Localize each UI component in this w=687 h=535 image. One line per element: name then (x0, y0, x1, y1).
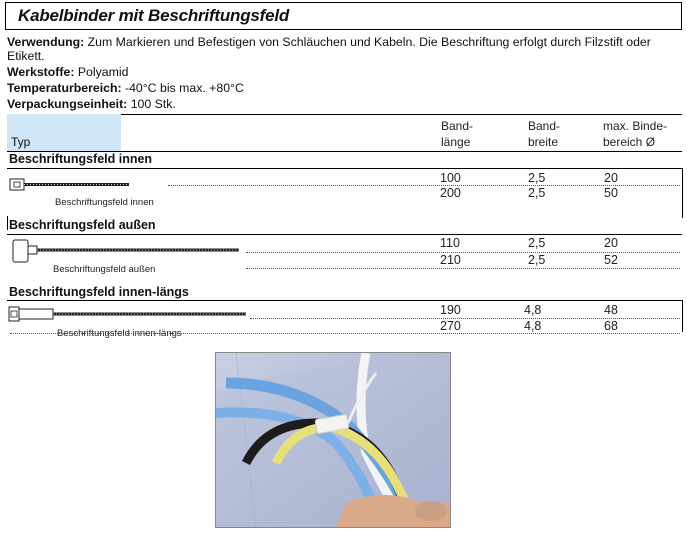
temperature-label: Temperaturbereich: (7, 81, 122, 95)
caption-innen-laengs: Beschriftungsfeld innen-längs (57, 328, 182, 339)
cell-range: 52 (604, 253, 618, 267)
section-rule-2 (7, 234, 682, 235)
table-bottom-leader (10, 333, 680, 334)
cell-width: 2,5 (528, 171, 546, 185)
length-header (441, 118, 473, 150)
material-text: Polyamid (74, 65, 129, 79)
cell-length: 200 (440, 186, 461, 200)
title-bar (5, 2, 682, 30)
cell-range: 20 (604, 236, 618, 250)
type-header: Typ (11, 135, 31, 149)
packaging-label: Verpackungseinheit: (7, 97, 128, 111)
width-header-1: Band- (528, 119, 561, 133)
section-left-tick-2 (7, 216, 8, 230)
usage-text: Zum Markieren und Befestigen von Schläuchen und Kabeln. Die Beschriftung erfolgt durch Filzstift oder (84, 35, 651, 49)
width-header (528, 118, 560, 150)
usage-text-2: Etikett. (7, 49, 45, 63)
temperature-text: -40°C bis max. +80°C (121, 81, 244, 95)
material-line (7, 64, 128, 80)
usage-line-2 (7, 48, 45, 64)
packaging-line (7, 96, 176, 112)
usage-label: Verwendung: (7, 35, 85, 49)
section-title-innen: Beschriftungsfeld innen (9, 152, 153, 166)
usage-line (7, 34, 651, 50)
range-header-1: max. Binde- (603, 119, 668, 133)
cell-width: 4,8 (524, 319, 542, 333)
section-rule-3 (7, 300, 682, 301)
caption-innen: Beschriftungsfeld innen (55, 197, 154, 208)
section-right-border-1 (682, 168, 683, 218)
cable-bundle-photo-image (216, 353, 450, 527)
cell-width: 2,5 (528, 236, 546, 250)
section-right-border-3 (682, 300, 683, 332)
page-title: Kabelbinder mit Beschriftungsfeld (18, 6, 290, 25)
cell-length: 110 (440, 236, 460, 250)
cell-width: 2,5 (528, 253, 546, 267)
cell-length: 270 (440, 319, 461, 333)
cell-width: 4,8 (524, 303, 542, 317)
cell-range: 68 (604, 319, 618, 333)
section-rule-1 (7, 168, 682, 169)
section-title-innen-laengs: Beschriftungsfeld innen-längs (9, 285, 189, 299)
material-label: Werkstoffe: (7, 65, 75, 79)
row-leader-2b (246, 268, 680, 269)
range-header (603, 118, 667, 150)
cell-length: 190 (440, 303, 461, 317)
cell-length: 210 (440, 253, 461, 267)
section-title-aussen: Beschriftungsfeld außen (9, 218, 156, 232)
cell-width: 2,5 (528, 186, 546, 200)
cable-tie-innen-icon (9, 174, 131, 194)
cable-tie-aussen-icon (11, 238, 241, 266)
temperature-line (7, 80, 244, 96)
packaging-text: 100 Stk. (127, 97, 176, 111)
length-header-1: Band- (441, 119, 474, 133)
length-header-2: länge (441, 135, 471, 149)
width-header-2: breite (528, 135, 559, 149)
caption-aussen: Beschriftungsfeld außen (53, 264, 156, 275)
range-header-2: bereich Ø (603, 135, 656, 149)
cell-range: 20 (604, 171, 618, 185)
cable-tie-innen-laengs-icon (8, 304, 248, 326)
cell-length: 100 (440, 171, 461, 185)
cell-range: 50 (604, 186, 618, 200)
product-photo (215, 352, 451, 528)
cell-range: 48 (604, 303, 618, 317)
